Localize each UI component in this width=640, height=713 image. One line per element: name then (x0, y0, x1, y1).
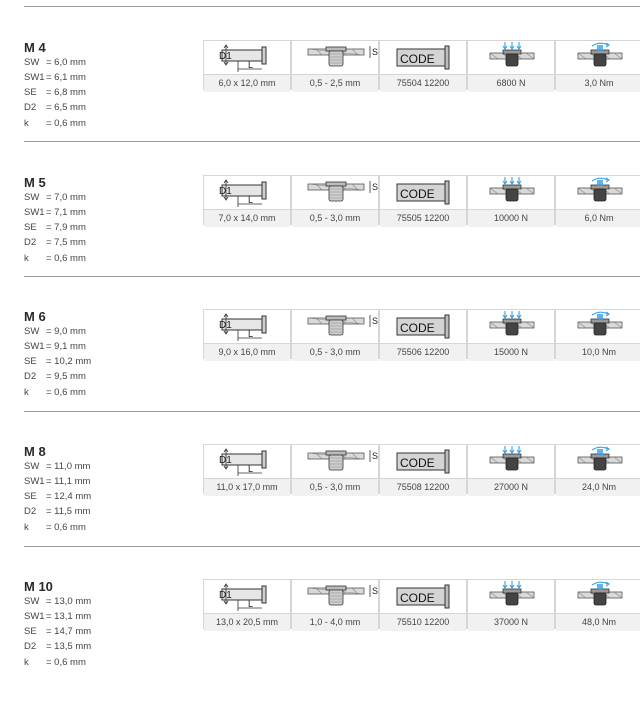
cell-dimensions: D1 L 7,0 x 14,0 mm (203, 175, 291, 225)
cell-grip-range: S 0,5 - 2,5 mm (291, 40, 379, 90)
spec-row: SW = 6,0 mm (24, 57, 86, 68)
article-code-icon (380, 176, 466, 209)
spec-row: SE = 10,2 mm (24, 356, 92, 367)
section-divider (24, 141, 640, 142)
l-label: L (248, 599, 254, 609)
spec-row: SW1= 9,1 mm (24, 341, 86, 352)
cell-article-code: CODE 75505 12200 (379, 175, 467, 225)
l-label: L (248, 60, 254, 70)
code-label: CODE (400, 321, 435, 335)
tensile-force-icon (468, 310, 554, 343)
spec-row: D2 = 7,5 mm (24, 237, 86, 248)
cell-dimensions: D1 L 11,0 x 17,0 mm (203, 444, 291, 494)
l-label: L (248, 329, 254, 339)
cell-tensile-force: 37000 N (467, 579, 555, 629)
d1-label: D1 (219, 51, 232, 62)
spec-row: SW1= 7,1 mm (24, 207, 86, 218)
spec-row: D2 = 13,5 mm (24, 641, 92, 652)
cell-grip-range: S 0,5 - 3,0 mm (291, 444, 379, 494)
product-table (203, 40, 640, 91)
product-table (203, 175, 640, 226)
size-title: M 5 (24, 175, 46, 190)
torque-icon (556, 176, 640, 209)
l-label: L (248, 464, 254, 474)
cell-tensile-force: 15000 N (467, 309, 555, 359)
size-title: M 6 (24, 309, 46, 324)
torque-icon (556, 445, 640, 478)
spec-row: SW1= 6,1 mm (24, 72, 86, 83)
torque-icon (556, 580, 640, 613)
grip-range-icon (292, 445, 378, 478)
spec-row: D2 = 6,5 mm (24, 102, 86, 113)
torque-icon (556, 310, 640, 343)
cell-grip-range: S 0,5 - 3,0 mm (291, 175, 379, 225)
code-label: CODE (400, 187, 435, 201)
d1-label: D1 (219, 186, 232, 197)
size-section-m4 (0, 40, 640, 174)
s-label: S (372, 316, 379, 326)
d1-label: D1 (219, 590, 232, 601)
article-code-icon (380, 580, 466, 613)
spec-row: SE = 12,4 mm (24, 491, 92, 502)
spec-row: SW1= 11,1 mm (24, 476, 91, 487)
cell-dimensions: D1 L 9,0 x 16,0 mm (203, 309, 291, 359)
code-label: CODE (400, 591, 435, 605)
size-title: M 10 (24, 579, 53, 594)
spec-row: SW = 13,0 mm (24, 596, 92, 607)
size-section-m8 (0, 444, 640, 578)
product-table (203, 309, 640, 360)
torque-icon (556, 41, 640, 74)
dimensions-icon (204, 445, 290, 478)
cell-article-code: CODE 75508 12200 (379, 444, 467, 494)
spec-row: k = 0,6 mm (24, 118, 86, 129)
spec-row: SE = 14,7 mm (24, 626, 92, 637)
s-label: S (372, 182, 379, 192)
s-label: S (372, 451, 379, 461)
size-section-m5 (0, 175, 640, 309)
section-divider (24, 276, 640, 277)
tensile-force-icon (468, 176, 554, 209)
cell-torque: 10,0 Nm (555, 309, 640, 359)
size-title: M 4 (24, 40, 46, 55)
product-table (203, 444, 640, 495)
spec-row: k = 0,6 mm (24, 387, 86, 398)
article-code-icon (380, 41, 466, 74)
article-code-icon (380, 310, 466, 343)
code-label: CODE (400, 456, 435, 470)
l-label: L (248, 195, 254, 205)
s-label: S (372, 586, 379, 596)
cell-torque: 24,0 Nm (555, 444, 640, 494)
size-title: M 8 (24, 444, 46, 459)
grip-range-icon (292, 580, 378, 613)
cell-torque: 6,0 Nm (555, 175, 640, 225)
spec-row: SW = 7,0 mm (24, 192, 86, 203)
cell-torque: 48,0 Nm (555, 579, 640, 629)
article-code-icon (380, 445, 466, 478)
grip-range-icon (292, 310, 378, 343)
cell-dimensions: D1 L 6,0 x 12,0 mm (203, 40, 291, 90)
cell-article-code: CODE 75506 12200 (379, 309, 467, 359)
spec-row: SW = 11,0 mm (24, 461, 91, 472)
section-divider (24, 411, 640, 412)
tensile-force-icon (468, 445, 554, 478)
size-section-m6 (0, 309, 640, 443)
cell-torque: 3,0 Nm (555, 40, 640, 90)
section-divider (24, 546, 640, 547)
spec-row: SE = 6,8 mm (24, 87, 86, 98)
d1-label: D1 (219, 320, 232, 331)
spec-row: D2 = 11,5 mm (24, 506, 91, 517)
dimensions-icon (204, 176, 290, 209)
spec-row: SW = 9,0 mm (24, 326, 86, 337)
cell-article-code: CODE 75510 12200 (379, 579, 467, 629)
d1-label: D1 (219, 455, 232, 466)
code-label: CODE (400, 52, 435, 66)
cell-dimensions: D1 L 13,0 x 20,5 mm (203, 579, 291, 629)
spec-row: k = 0,6 mm (24, 522, 86, 533)
spec-row: k = 0,6 mm (24, 657, 86, 668)
top-divider (24, 6, 640, 7)
tensile-force-icon (468, 580, 554, 613)
cell-article-code: CODE 75504 12200 (379, 40, 467, 90)
s-label: S (372, 47, 379, 57)
product-table (203, 579, 640, 630)
dimensions-icon (204, 580, 290, 613)
dimensions-icon (204, 41, 290, 74)
grip-range-icon (292, 176, 378, 209)
cell-tensile-force: 27000 N (467, 444, 555, 494)
cell-grip-range: S 0,5 - 3,0 mm (291, 309, 379, 359)
dimensions-icon (204, 310, 290, 343)
spec-row: k = 0,6 mm (24, 253, 86, 264)
grip-range-icon (292, 41, 378, 74)
tensile-force-icon (468, 41, 554, 74)
spec-row: D2 = 9,5 mm (24, 371, 86, 382)
cell-tensile-force: 10000 N (467, 175, 555, 225)
cell-grip-range: S 1,0 - 4,0 mm (291, 579, 379, 629)
cell-tensile-force: 6800 N (467, 40, 555, 90)
spec-row: SE = 7,9 mm (24, 222, 86, 233)
spec-row: SW1= 13,1 mm (24, 611, 92, 622)
